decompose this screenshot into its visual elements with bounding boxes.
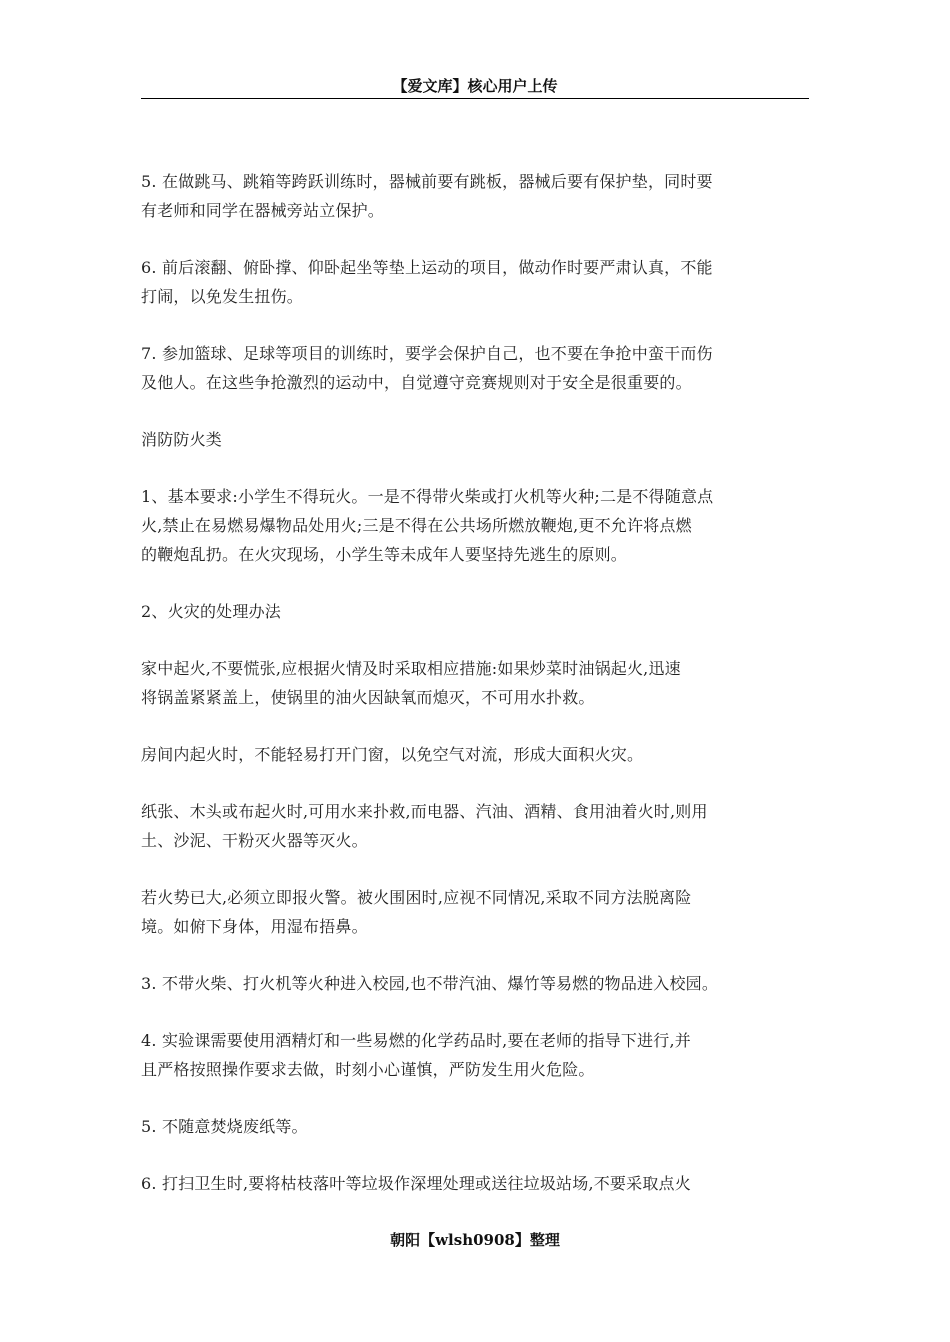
text-line: 4. 实验课需要使用酒精灯和一些易燃的化学药品时,要在老师的指导下进行,并 [141, 1031, 691, 1050]
paragraph [141, 1112, 816, 1141]
paragraph [141, 883, 816, 941]
paragraph [141, 167, 816, 225]
text-line: 家中起火,不要慌张,应根据火情及时采取相应措施:如果炒菜时油锅起火,迅速 [141, 659, 681, 678]
text-line: 的鞭炮乱扔。在火灾现场，小学生等未成年人要坚持先逃生的原则。 [141, 545, 628, 564]
text-line: 及他人。在这些争抢激烈的运动中，自觉遵守竞赛规则对于安全是很重要的。 [141, 373, 692, 392]
paragraph [141, 339, 816, 397]
text-line: 境。如俯下身体，用湿布捂鼻。 [141, 917, 368, 936]
text-line: 打闹，以免发生扭伤。 [141, 287, 304, 306]
paragraph [141, 1169, 816, 1198]
text-line: 2、火灾的处理办法 [141, 602, 281, 621]
text-line: 5. 在做跳马、跳箱等跨跃训练时，器械前要有跳板，器械后要有保护垫，同时要 [141, 172, 713, 191]
text-line: 房间内起火时，不能轻易打开门窗，以免空气对流，形成大面积火灾。 [141, 745, 644, 764]
text-line: 消防防火类 [141, 430, 223, 449]
text-line: 若火势已大,必须立即报火警。被火围困时,应视不同情况,采取不同方法脱离险 [141, 888, 692, 907]
text-line: 7. 参加篮球、足球等项目的训练时，要学会保护自己，也不要在争抢中蛮干而伤 [141, 344, 713, 363]
text-line: 6. 打扫卫生时,要将枯枝落叶等垃圾作深埋处理或送往垃圾站场,不要采取点火 [141, 1174, 691, 1193]
section-heading [141, 425, 816, 454]
page-footer: 朝阳【wlsh0908】整理 [390, 1231, 560, 1249]
text-line: 火,禁止在易燃易爆物品处用火;三是不得在公共场所燃放鞭炮,更不允许将点燃 [141, 516, 692, 535]
paragraph [141, 654, 816, 712]
paragraph [141, 597, 816, 626]
paragraph [141, 253, 816, 311]
paragraph [141, 1026, 816, 1084]
paragraph [141, 740, 816, 769]
text-line: 将锅盖紧紧盖上，使锅里的油火因缺氧而熄灭，不可用水扑救。 [141, 688, 595, 707]
page-header: 【爱文库】核心用户上传 [141, 76, 809, 99]
paragraph [141, 797, 816, 855]
text-line: 有老师和同学在器械旁站立保护。 [141, 201, 385, 220]
text-line: 6. 前后滚翻、俯卧撑、仰卧起坐等垫上运动的项目，做动作时要严肃认真，不能 [141, 258, 713, 277]
paragraph [141, 482, 816, 569]
text-line: 土、沙泥、干粉灭火器等灭火。 [141, 831, 368, 850]
text-line: 1、基本要求:小学生不得玩火。一是不得带火柴或打火机等火种;二是不得随意点 [141, 487, 714, 506]
document-body [141, 167, 816, 1226]
text-line: 5. 不随意焚烧废纸等。 [141, 1117, 308, 1136]
text-line: 纸张、木头或布起火时,可用水来扑救,而电器、汽油、酒精、食用油着火时,则用 [141, 802, 708, 821]
text-line: 3. 不带火柴、打火机等火种进入校园,也不带汽油、爆竹等易燃的物品进入校园。 [141, 974, 719, 993]
text-line: 且严格按照操作要求去做，时刻小心谨慎，严防发生用火危险。 [141, 1060, 595, 1079]
paragraph [141, 969, 816, 998]
